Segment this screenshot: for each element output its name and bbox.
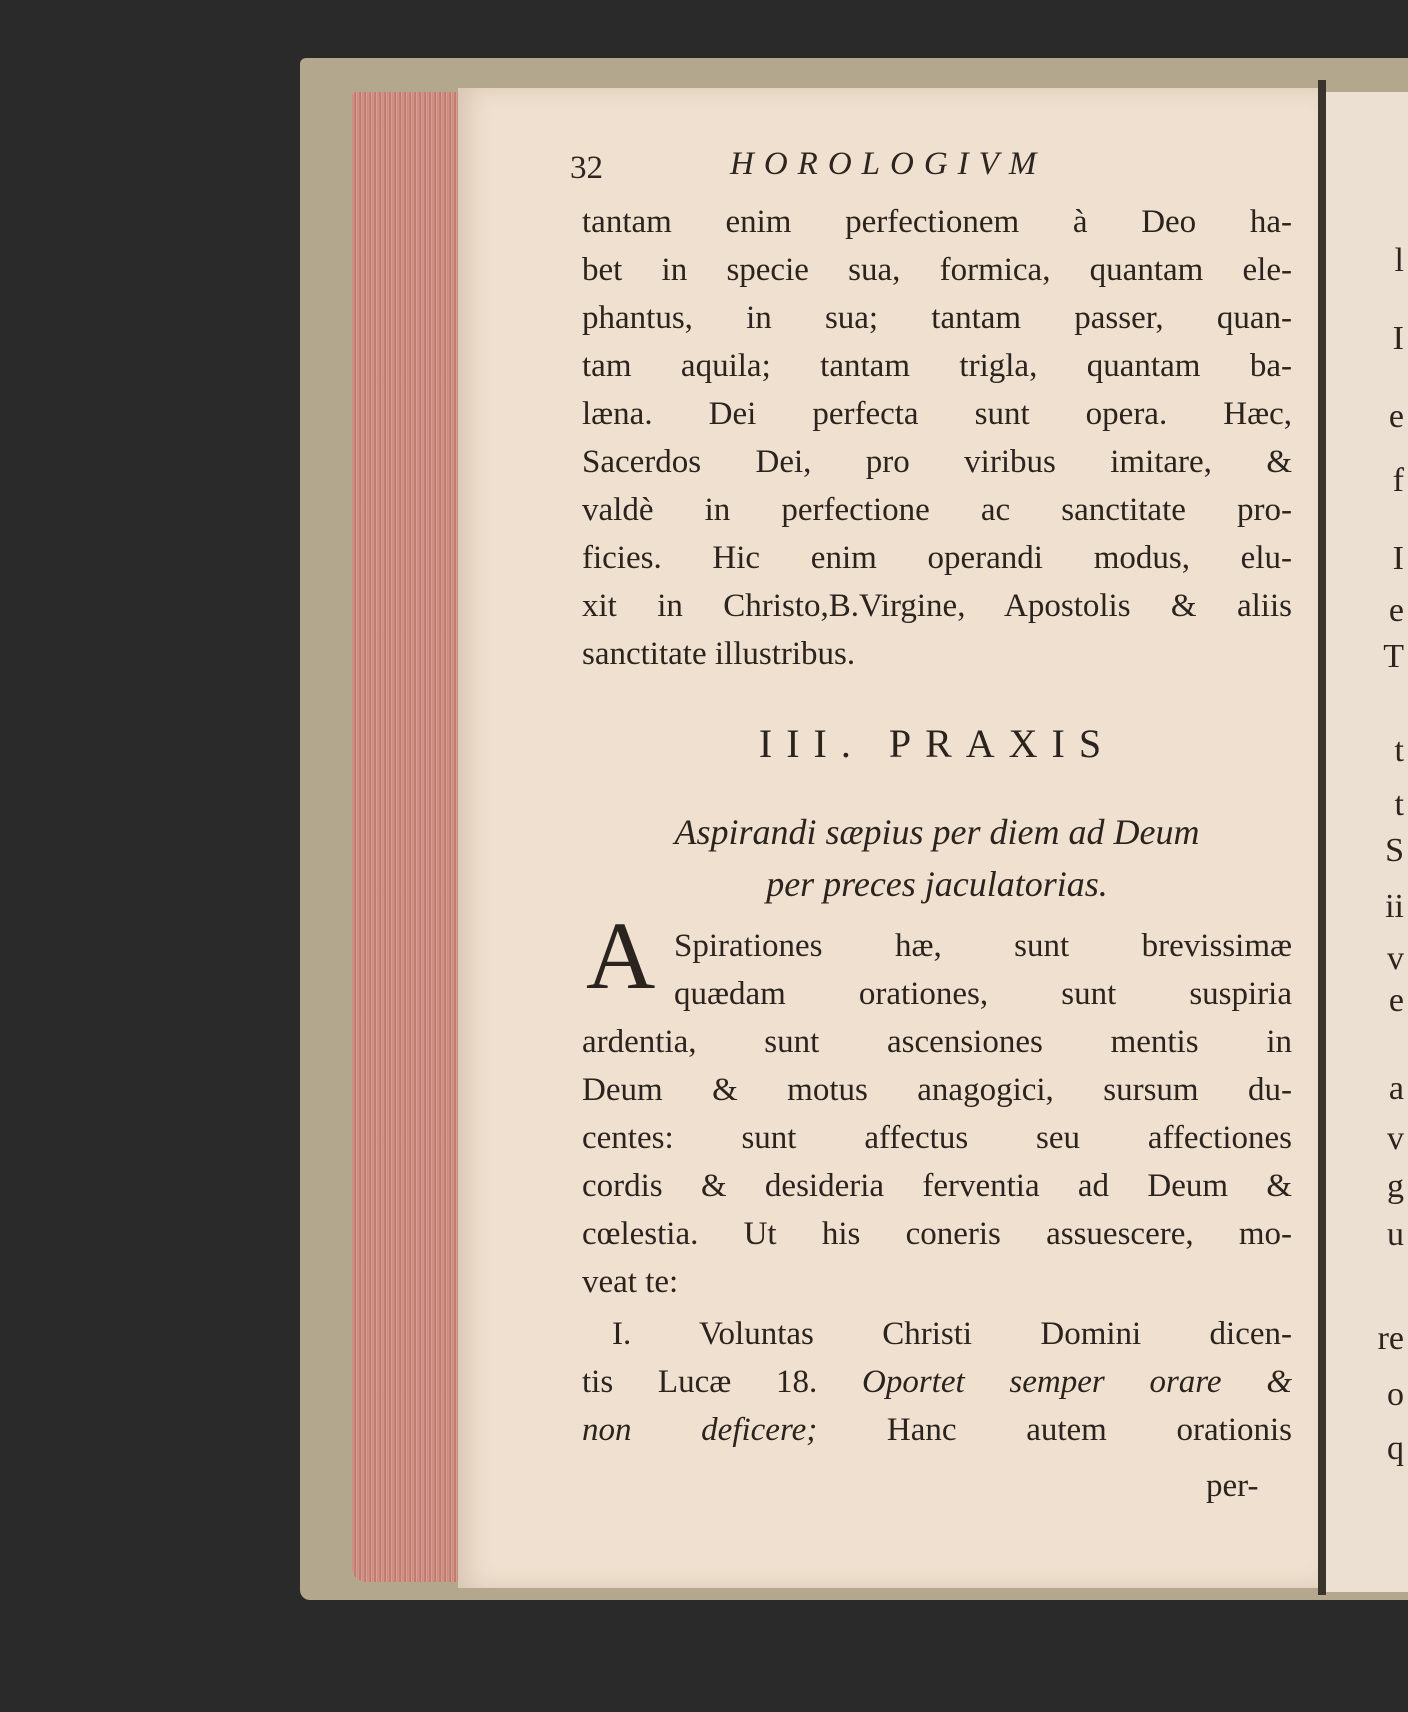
text-line: I. Voluntas Christi Domini dicen-: [612, 1316, 1292, 1352]
facing-page: [1326, 92, 1408, 1592]
text-line: tantam enim perfectionem à Deo ha-: [582, 204, 1292, 240]
paragraph-1: [582, 198, 1292, 678]
facing-fragment: u: [1387, 1216, 1404, 1253]
facing-fragment: o: [1387, 1376, 1404, 1413]
page-edges: [352, 92, 462, 1582]
facing-fragment: l: [1394, 242, 1404, 279]
facing-fragment: e: [1388, 592, 1404, 629]
drop-cap: A: [586, 902, 656, 1009]
facing-fragment: e: [1388, 398, 1404, 435]
text-line: valdè in perfectione ac sanctitate pro-: [582, 492, 1292, 528]
facing-fragment: g: [1387, 1168, 1404, 1205]
subtitle-line: per preces jaculatorias.: [766, 864, 1108, 904]
subtitle-line: Aspirandi sæpius per diem ad Deum: [674, 812, 1200, 852]
text-line: cordis & desideria ferventia ad Deum &: [582, 1168, 1292, 1204]
facing-fragment: f: [1392, 462, 1404, 499]
text-line: centes: sunt affectus seu affectiones: [582, 1120, 1292, 1156]
text-line: læna. Dei perfecta sunt opera. Hæc,: [582, 396, 1292, 432]
facing-fragment: v: [1387, 940, 1404, 977]
section-subtitle: [582, 806, 1292, 910]
paragraph-3: [582, 1310, 1292, 1454]
text-line: [582, 1358, 1292, 1406]
text-line: phantus, in sua; tantam passer, quan-: [582, 300, 1292, 336]
paragraph-2: [582, 922, 1292, 1306]
text-line: xit in Christo,B.Virgine, Apostolis & aliis: [582, 588, 1292, 624]
text-line: tam aquila; tantam trigla, quantam ba-: [582, 348, 1292, 384]
facing-fragment: I: [1392, 320, 1404, 357]
italic-span: non deficere;: [582, 1412, 818, 1448]
facing-fragment: q: [1387, 1430, 1404, 1467]
text-line: Spirationes hæ, sunt brevissimæ: [674, 928, 1292, 964]
facing-fragment: e: [1388, 982, 1404, 1019]
text-line: ardentia, sunt ascensiones mentis in: [582, 1024, 1292, 1060]
text-line: Deum & motus anagogici, sursum du-: [582, 1072, 1292, 1108]
running-title: HOROLOGIVM: [730, 146, 1047, 182]
section-heading: III. PRAXIS: [758, 721, 1116, 766]
text-line: [582, 1406, 1292, 1454]
text-line: Sacerdos Dei, pro viribus imitare, &: [582, 444, 1292, 480]
facing-fragment: t: [1394, 786, 1404, 823]
running-head: [570, 140, 1270, 190]
text-line: bet in specie sua, formica, quantam ele-: [582, 252, 1292, 288]
facing-fragment: I: [1392, 540, 1404, 577]
gutter: [1318, 80, 1326, 1595]
facing-fragment: S: [1385, 832, 1404, 869]
facing-fragment: a: [1388, 1070, 1404, 1107]
italic-span: Oportet semper orare &: [862, 1364, 1292, 1400]
facing-fragment: v: [1387, 1120, 1404, 1157]
text-line: veat te:: [582, 1264, 679, 1300]
text-line: ficies. Hic enim operandi modus, elu-: [582, 540, 1292, 576]
text-span: tis Lucæ 18.: [582, 1364, 818, 1400]
text-line: cœlestia. Ut his coneris assuescere, mo-: [582, 1216, 1292, 1252]
facing-fragment: re: [1377, 1320, 1404, 1357]
facing-fragment: t: [1394, 732, 1404, 769]
facing-fragment: ii: [1385, 888, 1404, 925]
facing-fragment: T: [1383, 638, 1404, 675]
catchword: per-: [1206, 1468, 1259, 1504]
text-span: Hanc autem orationis: [886, 1412, 1292, 1448]
page-number: 32: [570, 150, 603, 186]
text-line: sanctitate illustribus.: [582, 636, 856, 672]
text-line: quædam orationes, sunt suspiria: [674, 976, 1292, 1012]
